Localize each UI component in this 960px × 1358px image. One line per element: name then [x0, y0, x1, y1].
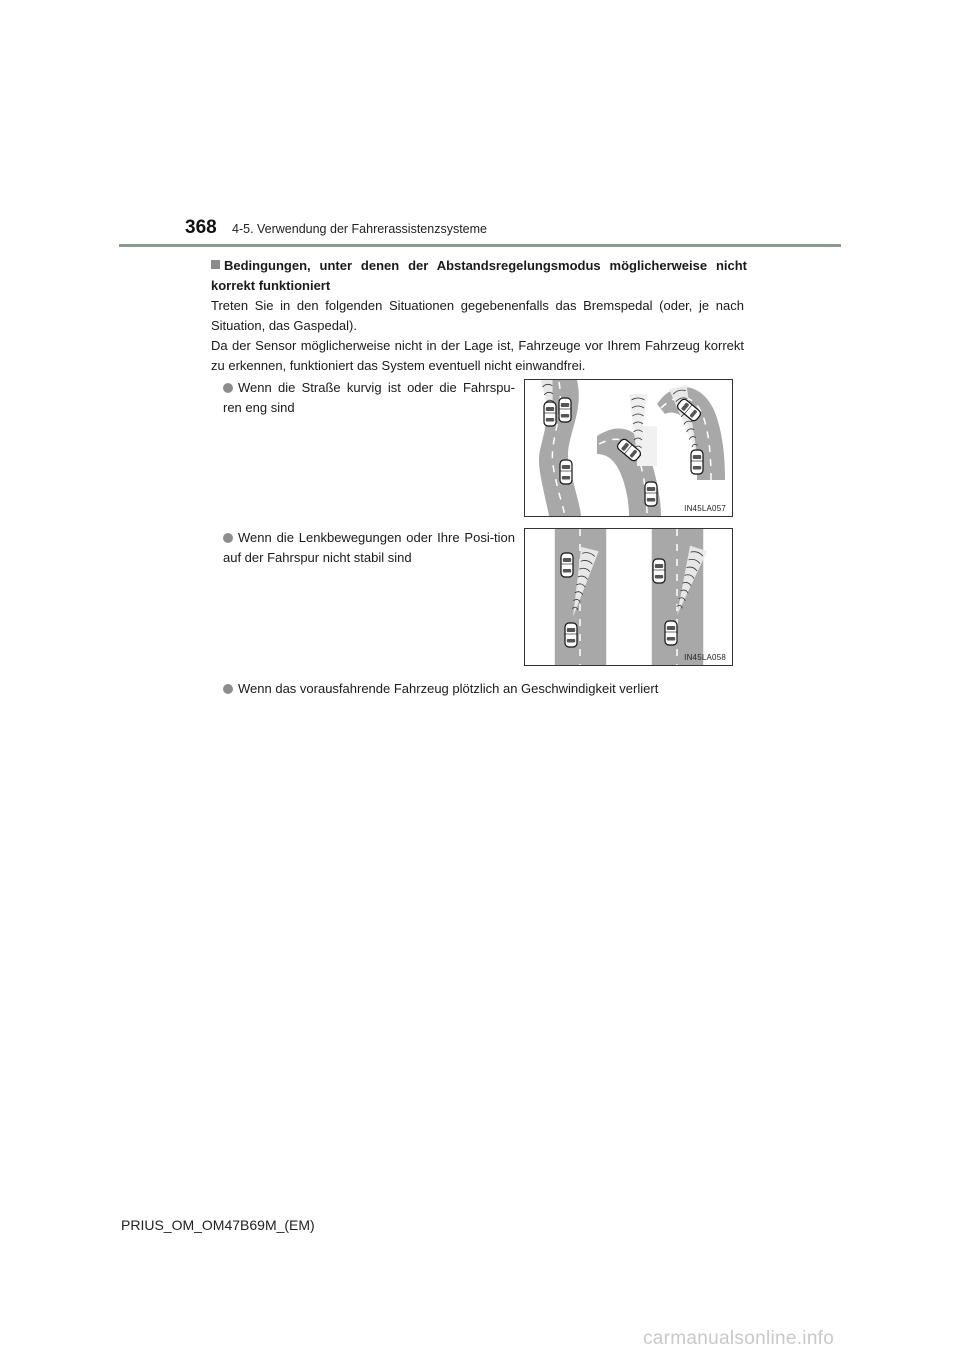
circle-bullet-icon — [223, 684, 233, 694]
bullet-text: Wenn das vorausfahrende Fahrzeug plötzlich an Geschwindigkeit verliert — [238, 681, 659, 696]
figure-id: IN45LA058 — [684, 653, 726, 662]
paragraph-sensor: Da der Sensor möglicherweise nicht in der Lage ist, Fahrzeuge vor Ihrem Fahrzeug korrekt zu erkennen, funktioniert das System eventuell nicht einwandfrei. — [211, 338, 744, 373]
square-bullet-icon — [211, 260, 220, 269]
car-icon — [544, 402, 556, 426]
circle-bullet-icon — [223, 533, 233, 543]
bullet-text: Wenn die Straße kurvig ist oder die Fahrspu-ren eng sind — [223, 380, 515, 415]
car-icon — [691, 450, 703, 474]
car-icon — [653, 559, 665, 583]
straight-lanes-illustration — [525, 529, 732, 665]
car-icon — [565, 623, 577, 647]
curved-roads-illustration — [525, 380, 732, 516]
bullet-curvy-road — [223, 378, 515, 417]
figure-straight-lanes — [524, 528, 733, 666]
footer-document-code: PRIUS_OM_OM47B69M_(EM) — [121, 1217, 315, 1233]
section-heading — [211, 256, 747, 296]
watermark: carmanualsonline.info — [643, 1328, 835, 1349]
car-icon — [665, 621, 677, 645]
section-title: 4-5. Verwendung der Fahrerassistenzsysteme — [232, 222, 487, 236]
bullet-vehicle-slows — [223, 679, 743, 699]
circle-bullet-icon — [223, 383, 233, 393]
heading-text: Bedingungen, unter denen der Abstandsregelungsmodus möglicherweise nicht korrekt funktioniert — [211, 258, 747, 293]
header-rule — [119, 244, 841, 247]
figure-curved-roads — [524, 379, 733, 517]
car-icon — [560, 460, 572, 484]
car-icon — [645, 482, 657, 506]
bullet-text: Wenn die Lenkbewegungen oder Ihre Posi-tion auf der Fahrspur nicht stabil sind — [223, 530, 515, 565]
car-icon — [561, 553, 573, 577]
bullet-unstable-steering — [223, 528, 515, 567]
paragraph-pedal: Treten Sie in den folgenden Situationen gegebenenfalls das Bremspedal (oder, je nach Situation, das Gaspedal). — [211, 298, 744, 333]
page-number: 368 — [185, 217, 217, 238]
car-icon — [559, 398, 571, 422]
figure-id: IN45LA057 — [684, 504, 726, 513]
